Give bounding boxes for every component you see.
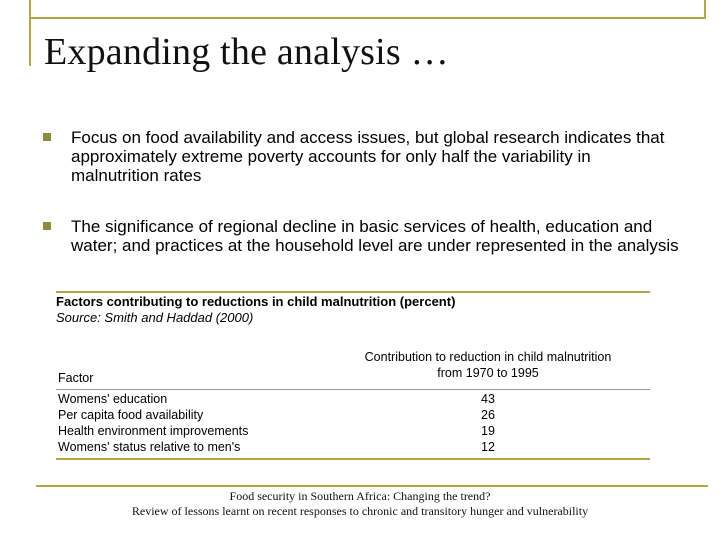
cell-value: 26 [481, 408, 495, 422]
bullet-text: The significance of regional decline in basic services of health, education and water; and practices at the household level are under represented in the analysis [71, 217, 679, 255]
cell-factor: Womens' education [58, 392, 168, 406]
cell-factor: Womens' status relative to men's [58, 440, 241, 454]
header-factor: Factor [58, 371, 94, 385]
footer-line1: Food security in Southern Africa: Changing the trend? [229, 489, 491, 503]
header-contribution [356, 349, 620, 381]
table-header-rule [56, 389, 650, 390]
bullet-text: Focus on food availability and access issues, but global research indicates that approximately extreme poverty accounts for only half the variability in malnutrition rates [71, 128, 665, 185]
bullet-square-icon [43, 222, 51, 230]
cell-value: 12 [481, 440, 495, 454]
malnutrition-table [56, 291, 650, 460]
cell-factor: Health environment improvements [58, 424, 249, 438]
slide-footer [60, 489, 660, 519]
table-source: Source: Smith and Haddad (2000) [56, 310, 254, 325]
table-row [56, 407, 650, 423]
table-bottom-rule [56, 458, 650, 460]
slide-title: Expanding the analysis … [44, 31, 449, 73]
table-row [56, 391, 650, 407]
bullet-list [40, 128, 680, 287]
frame-left-line [29, 0, 31, 66]
table-header [56, 349, 650, 389]
cell-value: 19 [481, 424, 495, 438]
table-row [56, 423, 650, 439]
frame-right-line [704, 0, 706, 18]
bullet-square-icon [43, 133, 51, 141]
table-title: Factors contributing to reductions in child malnutrition (percent) [56, 294, 456, 309]
table-top-rule [56, 291, 650, 293]
table-row [56, 439, 650, 455]
table-body [56, 391, 650, 455]
bullet-item [40, 217, 680, 255]
header-contribution-line2: from 1970 to 1995 [437, 366, 539, 380]
frame-top-line [30, 17, 706, 19]
header-contribution-line1: Contribution to reduction in child malnutrition [364, 350, 612, 364]
cell-value: 43 [481, 392, 495, 406]
cell-factor: Per capita food availability [58, 408, 204, 422]
frame-bottom-line [36, 485, 708, 487]
footer-line2: Review of lessons learnt on recent responses to chronic and transitory hunger and vulnerability [131, 504, 589, 518]
bullet-item [40, 128, 680, 185]
